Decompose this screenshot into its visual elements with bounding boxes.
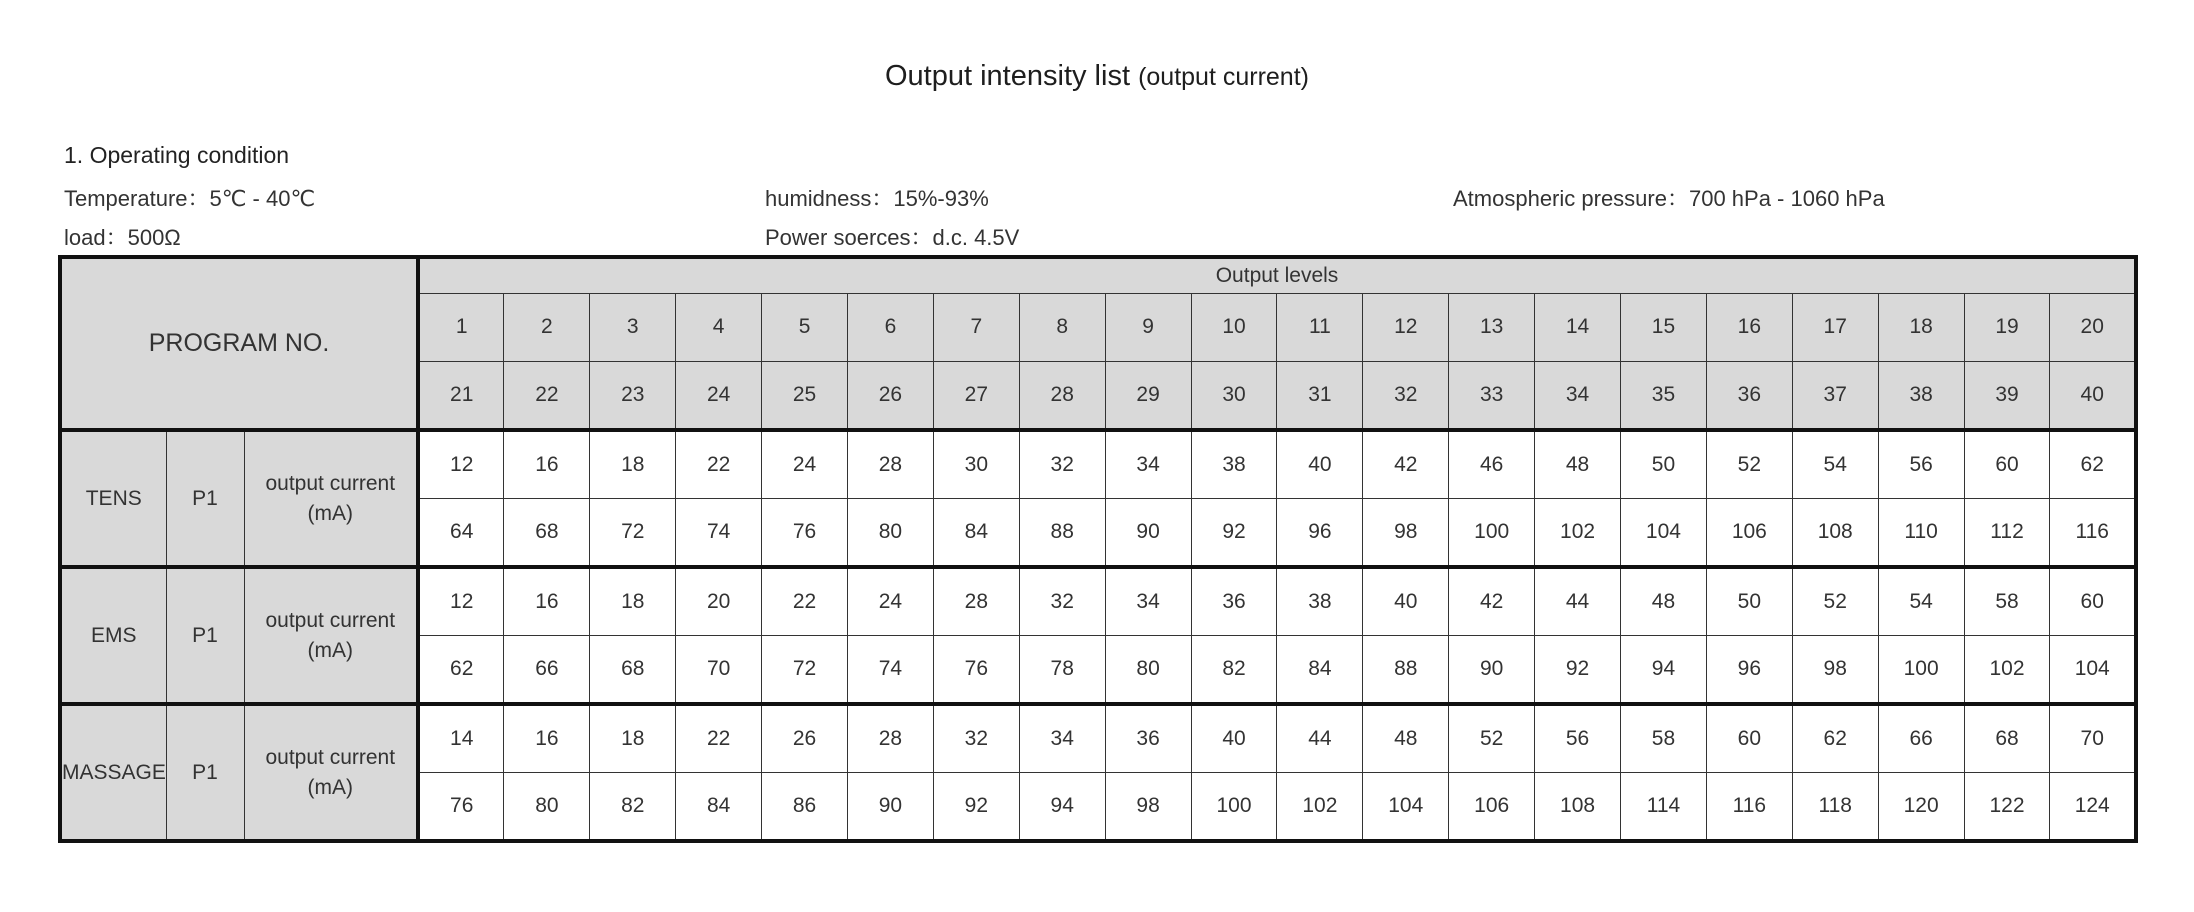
value-cell: 50 (1621, 430, 1707, 498)
label-line-1: output current (265, 745, 396, 769)
value-cell: 58 (1621, 704, 1707, 772)
level-cell: 35 (1621, 362, 1707, 430)
value-cell: 64 (418, 499, 504, 567)
level-cell: 26 (847, 362, 933, 430)
value-cell: 72 (762, 636, 848, 704)
level-cell: 1 (418, 293, 504, 361)
level-cell: 15 (1621, 293, 1707, 361)
value-cell: 116 (1706, 773, 1792, 841)
value-cell: 100 (1878, 636, 1964, 704)
level-cell: 29 (1105, 362, 1191, 430)
value-cell: 116 (2050, 499, 2136, 567)
value-cell: 76 (762, 499, 848, 567)
value-cell: 102 (1964, 636, 2050, 704)
value-cell: 68 (1964, 704, 2050, 772)
humidness-text: humidness：15%-93% (765, 186, 989, 211)
value-cell: 100 (1449, 499, 1535, 567)
value-cell: 84 (1277, 636, 1363, 704)
value-cell: 54 (1792, 430, 1878, 498)
value-cell: 42 (1449, 567, 1535, 635)
value-cell: 84 (676, 773, 762, 841)
page-title (0, 60, 2194, 93)
value-cell: 42 (1363, 430, 1449, 498)
value-cell: 24 (762, 430, 848, 498)
level-cell: 23 (590, 362, 676, 430)
value-cell: 108 (1792, 499, 1878, 567)
label-line-1: output current (265, 471, 396, 495)
level-cell: 4 (676, 293, 762, 361)
value-cell: 98 (1105, 773, 1191, 841)
value-cell: 20 (676, 567, 762, 635)
value-cell: 62 (418, 636, 504, 704)
level-cell: 11 (1277, 293, 1363, 361)
value-cell: 82 (1191, 636, 1277, 704)
value-cell: 22 (676, 430, 762, 498)
level-cell: 8 (1019, 293, 1105, 361)
value-cell: 60 (1964, 430, 2050, 498)
value-cell: 18 (590, 430, 676, 498)
value-cell: 66 (1878, 704, 1964, 772)
output-current-label (244, 567, 418, 704)
value-cell: 36 (1191, 567, 1277, 635)
value-cell: 100 (1191, 773, 1277, 841)
value-cell: 40 (1363, 567, 1449, 635)
operating-condition-heading: 1. Operating condition (64, 142, 290, 168)
value-cell: 38 (1191, 430, 1277, 498)
level-cell: 17 (1792, 293, 1878, 361)
program-id: P1 (166, 430, 244, 567)
program-row (60, 704, 2136, 772)
label-line-2: (mA) (307, 638, 354, 662)
program-id: P1 (166, 704, 244, 841)
program-row (60, 567, 2136, 635)
value-cell: 108 (1535, 773, 1621, 841)
value-cell: 70 (676, 636, 762, 704)
program-mode: TENS (60, 430, 166, 567)
value-cell: 44 (1277, 704, 1363, 772)
level-cell: 28 (1019, 362, 1105, 430)
level-cell: 14 (1535, 293, 1621, 361)
level-cell: 2 (504, 293, 590, 361)
label-line-2: (mA) (307, 775, 354, 799)
value-cell: 16 (504, 430, 590, 498)
value-cell: 120 (1878, 773, 1964, 841)
value-cell: 36 (1105, 704, 1191, 772)
value-cell: 16 (504, 704, 590, 772)
power-text: Power soerces：d.c. 4.5V (765, 225, 1020, 250)
value-cell: 48 (1535, 430, 1621, 498)
value-cell: 78 (1019, 636, 1105, 704)
level-cell: 31 (1277, 362, 1363, 430)
pressure-text: Atmospheric pressure：700 hPa - 1060 hPa (1453, 186, 1885, 211)
value-cell: 22 (676, 704, 762, 772)
level-cell: 18 (1878, 293, 1964, 361)
value-cell: 54 (1878, 567, 1964, 635)
value-cell: 118 (1792, 773, 1878, 841)
level-cell: 20 (2050, 293, 2136, 361)
value-cell: 16 (504, 567, 590, 635)
value-cell: 48 (1621, 567, 1707, 635)
value-cell: 74 (676, 499, 762, 567)
level-cell: 33 (1449, 362, 1535, 430)
level-cell: 36 (1706, 362, 1792, 430)
program-no-header: PROGRAM NO. (60, 257, 418, 430)
value-cell: 88 (1019, 499, 1105, 567)
value-cell: 60 (2050, 567, 2136, 635)
program-id: P1 (166, 567, 244, 704)
value-cell: 114 (1621, 773, 1707, 841)
value-cell: 92 (933, 773, 1019, 841)
level-cell: 3 (590, 293, 676, 361)
level-cell: 6 (847, 293, 933, 361)
label-line-1: output current (265, 608, 396, 632)
value-cell: 82 (590, 773, 676, 841)
value-cell: 76 (418, 773, 504, 841)
program-mode: MASSAGE (60, 704, 166, 841)
value-cell: 14 (418, 704, 504, 772)
value-cell: 104 (1621, 499, 1707, 567)
value-cell: 94 (1019, 773, 1105, 841)
value-cell: 52 (1449, 704, 1535, 772)
value-cell: 92 (1191, 499, 1277, 567)
value-cell: 96 (1706, 636, 1792, 704)
program-mode: EMS (60, 567, 166, 704)
value-cell: 18 (590, 704, 676, 772)
value-cell: 56 (1878, 430, 1964, 498)
level-cell: 39 (1964, 362, 2050, 430)
title-main: Output intensity list (885, 60, 1130, 92)
level-cell: 30 (1191, 362, 1277, 430)
output-levels-header-row (60, 257, 2136, 293)
value-cell: 62 (1792, 704, 1878, 772)
value-cell: 52 (1706, 430, 1792, 498)
level-cell: 5 (762, 293, 848, 361)
level-cell: 12 (1363, 293, 1449, 361)
value-cell: 68 (590, 636, 676, 704)
value-cell: 32 (1019, 430, 1105, 498)
value-cell: 92 (1535, 636, 1621, 704)
value-cell: 24 (847, 567, 933, 635)
value-cell: 62 (2050, 430, 2136, 498)
value-cell: 12 (418, 567, 504, 635)
value-cell: 28 (847, 430, 933, 498)
value-cell: 48 (1363, 704, 1449, 772)
value-cell: 104 (2050, 636, 2136, 704)
level-cell: 10 (1191, 293, 1277, 361)
value-cell: 44 (1535, 567, 1621, 635)
output-intensity-table (58, 255, 2138, 843)
output-current-label (244, 430, 418, 567)
program-row (60, 430, 2136, 498)
level-cell: 22 (504, 362, 590, 430)
value-cell: 76 (933, 636, 1019, 704)
value-cell: 112 (1964, 499, 2050, 567)
level-cell: 21 (418, 362, 504, 430)
value-cell: 98 (1792, 636, 1878, 704)
value-cell: 38 (1277, 567, 1363, 635)
value-cell: 12 (418, 430, 504, 498)
output-current-label (244, 704, 418, 841)
value-cell: 102 (1277, 773, 1363, 841)
level-cell: 9 (1105, 293, 1191, 361)
level-cell: 19 (1964, 293, 2050, 361)
value-cell: 96 (1277, 499, 1363, 567)
level-cell: 13 (1449, 293, 1535, 361)
value-cell: 34 (1105, 430, 1191, 498)
value-cell: 106 (1449, 773, 1535, 841)
value-cell: 80 (504, 773, 590, 841)
value-cell: 70 (2050, 704, 2136, 772)
value-cell: 104 (1363, 773, 1449, 841)
value-cell: 80 (1105, 636, 1191, 704)
label-line-2: (mA) (307, 501, 354, 525)
level-cell: 32 (1363, 362, 1449, 430)
level-cell: 38 (1878, 362, 1964, 430)
level-cell: 40 (2050, 362, 2136, 430)
title-sub: (output current) (1138, 63, 1309, 91)
value-cell: 90 (847, 773, 933, 841)
value-cell: 30 (933, 430, 1019, 498)
value-cell: 46 (1449, 430, 1535, 498)
value-cell: 98 (1363, 499, 1449, 567)
value-cell: 86 (762, 773, 848, 841)
output-levels-header: Output levels (418, 257, 2136, 293)
value-cell: 50 (1706, 567, 1792, 635)
value-cell: 40 (1191, 704, 1277, 772)
level-cell: 27 (933, 362, 1019, 430)
value-cell: 58 (1964, 567, 2050, 635)
value-cell: 60 (1706, 704, 1792, 772)
value-cell: 18 (590, 567, 676, 635)
value-cell: 122 (1964, 773, 2050, 841)
value-cell: 94 (1621, 636, 1707, 704)
value-cell: 88 (1363, 636, 1449, 704)
value-cell: 80 (847, 499, 933, 567)
value-cell: 68 (504, 499, 590, 567)
value-cell: 90 (1449, 636, 1535, 704)
level-cell: 37 (1792, 362, 1878, 430)
value-cell: 90 (1105, 499, 1191, 567)
value-cell: 28 (933, 567, 1019, 635)
level-cell: 7 (933, 293, 1019, 361)
level-cell: 16 (1706, 293, 1792, 361)
value-cell: 22 (762, 567, 848, 635)
value-cell: 102 (1535, 499, 1621, 567)
value-cell: 56 (1535, 704, 1621, 772)
level-cell: 24 (676, 362, 762, 430)
value-cell: 106 (1706, 499, 1792, 567)
value-cell: 124 (2050, 773, 2136, 841)
level-cell: 34 (1535, 362, 1621, 430)
value-cell: 40 (1277, 430, 1363, 498)
value-cell: 74 (847, 636, 933, 704)
value-cell: 32 (1019, 567, 1105, 635)
value-cell: 72 (590, 499, 676, 567)
value-cell: 28 (847, 704, 933, 772)
value-cell: 66 (504, 636, 590, 704)
value-cell: 34 (1019, 704, 1105, 772)
value-cell: 34 (1105, 567, 1191, 635)
level-cell: 25 (762, 362, 848, 430)
load-text: load：500Ω (64, 225, 181, 250)
value-cell: 52 (1792, 567, 1878, 635)
value-cell: 110 (1878, 499, 1964, 567)
value-cell: 26 (762, 704, 848, 772)
value-cell: 32 (933, 704, 1019, 772)
temperature-text: Temperature：5℃ - 40℃ (64, 186, 316, 211)
value-cell: 84 (933, 499, 1019, 567)
